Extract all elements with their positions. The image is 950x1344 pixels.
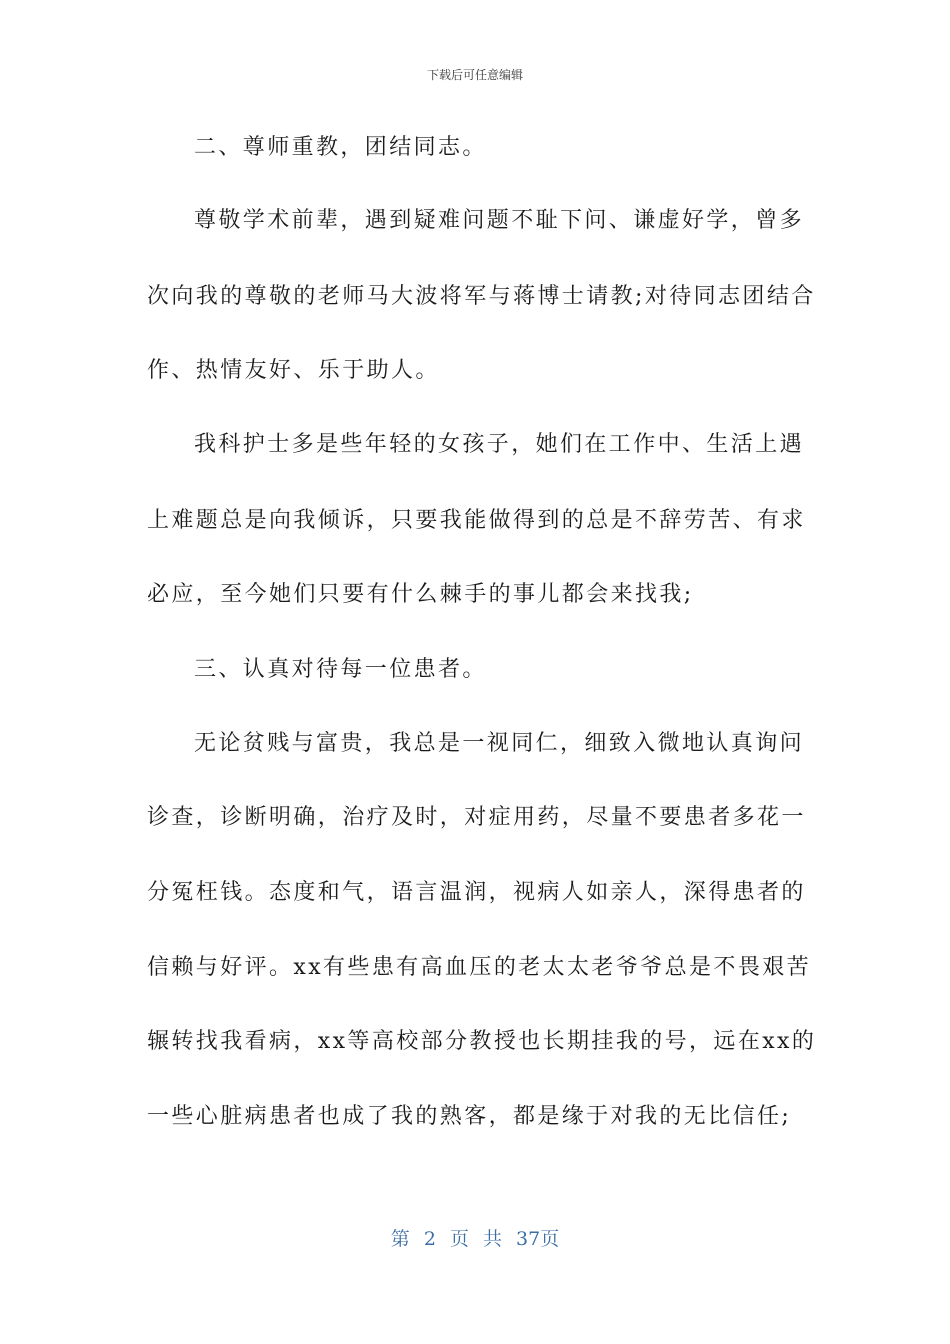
paragraph-line: 必应，至今她们只要有什么棘手的事儿都会来找我;: [147, 582, 694, 607]
paragraph-line: 尊敬学术前辈，遇到疑难问题不耻下问、谦虚好学，曾多: [194, 208, 805, 233]
paragraph-line: 我科护士多是些年轻的女孩子，她们在工作中、生活上遇: [194, 432, 805, 457]
paragraph-line: 上难题总是向我倾诉，只要我能做得到的总是不辞劳苦、有求: [147, 508, 806, 533]
page-number-footer: 第 2 页 共 37页: [390, 1228, 560, 1250]
paragraph-line: 分冤枉钱。态度和气，语言温润，视病人如亲人，深得患者的: [147, 880, 806, 905]
section-heading-2: 二、尊师重教，团结同志。: [194, 135, 487, 160]
paragraph-line: 无论贫贱与富贵，我总是一视同仁，细致入微地认真询问: [194, 731, 805, 756]
paragraph-line: 辗转找我看病，xx等高校部分教授也长期挂我的号，远在xx的: [147, 1029, 817, 1054]
section-heading-3: 三、认真对待每一位患者。: [194, 657, 487, 682]
paragraph-line: 次向我的尊敬的老师马大波将军与蒋博士请教;对待同志团结合: [147, 284, 816, 309]
paragraph-line: 一些心脏病患者也成了我的熟客，都是缘于对我的无比信任;: [147, 1104, 792, 1129]
paragraph-line: 信赖与好评。xx有些患有高血压的老太太老爷爷总是不畏艰苦: [147, 955, 812, 980]
paragraph-line: 作、热情友好、乐于助人。: [147, 358, 440, 383]
page-header: 下载后可任意编辑: [426, 68, 523, 82]
paragraph-line: 诊查，诊断明确，治疗及时，对症用药，尽量不要患者多花一: [147, 805, 806, 830]
